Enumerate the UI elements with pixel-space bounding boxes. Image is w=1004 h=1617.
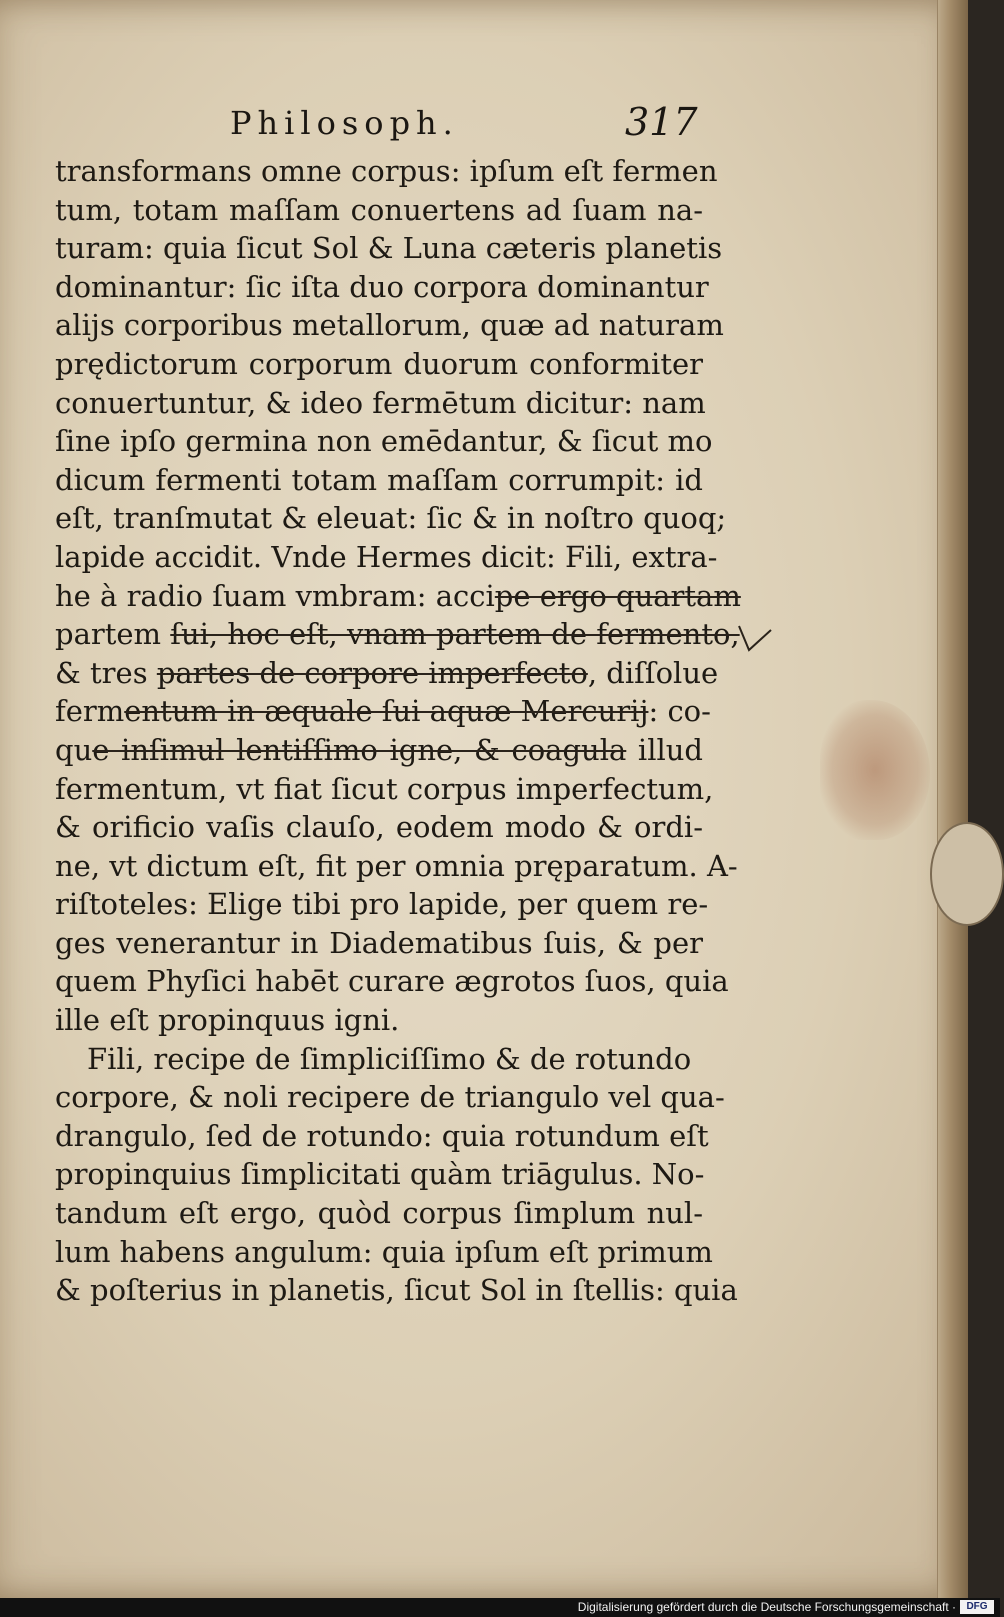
text-line: lum habens angulum: quia ipſum eſt primum bbox=[55, 1234, 713, 1269]
text-line bbox=[55, 615, 740, 654]
text-line: dicum fermenti totam maſſam corrumpit: id bbox=[55, 462, 703, 497]
text-line: riſtoteles: Elige tibi pro lapide, per quem re- bbox=[55, 887, 709, 922]
running-head: Philosoph. bbox=[230, 104, 459, 142]
text-line: fermentum, vt fiat ſicut corpus imperfectum, bbox=[55, 771, 714, 806]
stain-mark bbox=[820, 700, 930, 840]
text-line: corpore, & noli recipere de triangulo vel qua- bbox=[55, 1080, 725, 1115]
text-line: eſt, tranſmutat & eleuat: ſic & in noſtro quoq; bbox=[55, 501, 727, 536]
page-edge bbox=[937, 0, 968, 1598]
dfg-logo: DFG bbox=[960, 1600, 994, 1614]
text-segment: qu bbox=[55, 732, 93, 767]
text-line: tandum eſt ergo, quòd corpus ſimplum nul- bbox=[55, 1196, 703, 1231]
text-line: drangulo, ſed de rotundo: quia rotundum eſt bbox=[55, 1118, 709, 1153]
text-segment: partem bbox=[55, 617, 171, 652]
text-line: alijs corporibus metallorum, quæ ad naturam bbox=[55, 308, 724, 343]
text-line bbox=[55, 731, 703, 770]
struck-text: entum in æquale ſui aquæ Mercurij bbox=[124, 694, 649, 729]
digitization-footer bbox=[0, 1598, 1000, 1617]
body-text bbox=[55, 152, 741, 1310]
text-line: propinquius ſimplicitati quàm triāgulus. No- bbox=[55, 1157, 705, 1192]
struck-text: e inſimul lentiſſimo igne, & coagula bbox=[92, 732, 627, 767]
text-line bbox=[55, 692, 711, 731]
text-line: prędictorum corporum duorum conformiter bbox=[55, 346, 703, 381]
text-line: tum, totam maſſam conuertens ad ſuam na- bbox=[55, 192, 703, 227]
page-number: 317 bbox=[625, 100, 698, 144]
struck-text: pe ergo quartam bbox=[494, 578, 741, 613]
page-header bbox=[230, 100, 700, 150]
text-line: ne, vt dictum eſt, fit per omnia pręparatum. A- bbox=[55, 848, 738, 883]
text-segment: he à radio ſuam vmbram: acci bbox=[55, 578, 495, 613]
footer-credit: Digitalisierung gefördert durch die Deutsche Forschungsgemeinschaft · bbox=[577, 1600, 956, 1614]
text-segment: & tres bbox=[55, 655, 157, 690]
text-line bbox=[55, 577, 741, 616]
text-segment: ferm bbox=[55, 694, 125, 729]
text-line: ille eſt propinquus igni. bbox=[55, 1003, 400, 1038]
struck-text: partes de corpore imperfecto bbox=[156, 655, 588, 690]
struck-text: ſui, hoc eſt, vnam partem de fermento, bbox=[170, 617, 740, 652]
text-line: ges venerantur in Diadematibus ſuis, & per bbox=[55, 925, 703, 960]
text-segment: : co- bbox=[648, 694, 711, 729]
text-line: & poſterius in planetis, ſicut Sol in ſtellis: quia bbox=[55, 1273, 738, 1308]
text-line: conuertuntur, & ideo fermētum dicitur: nam bbox=[55, 385, 706, 420]
thumb-tab bbox=[930, 822, 1004, 926]
text-line: transformans omne corpus: ipſum eſt fermen bbox=[55, 154, 718, 188]
text-line: turam: quia ſicut Sol & Luna cæteris planetis bbox=[55, 231, 723, 266]
text-line: quem Phyſici habēt curare ægrotos ſuos, quia bbox=[55, 964, 729, 999]
text-line: ſine ipſo germina non emēdantur, & ſicut mo bbox=[55, 424, 713, 459]
text-line bbox=[55, 654, 719, 693]
text-segment: illud bbox=[626, 732, 703, 767]
text-line: Fili, recipe de ſimpliciſſimo & de rotundo bbox=[87, 1041, 692, 1076]
text-line: dominantur: ſic iſta duo corpora dominantur bbox=[55, 269, 709, 304]
marginal-check-icon bbox=[735, 620, 775, 660]
text-line: lapide accidit. Vnde Hermes dicit: Fili, extra- bbox=[55, 539, 718, 574]
text-segment: , diſſolue bbox=[587, 655, 719, 690]
text-line: & orificio vaſis clauſo, eodem modo & ordi- bbox=[55, 810, 703, 845]
